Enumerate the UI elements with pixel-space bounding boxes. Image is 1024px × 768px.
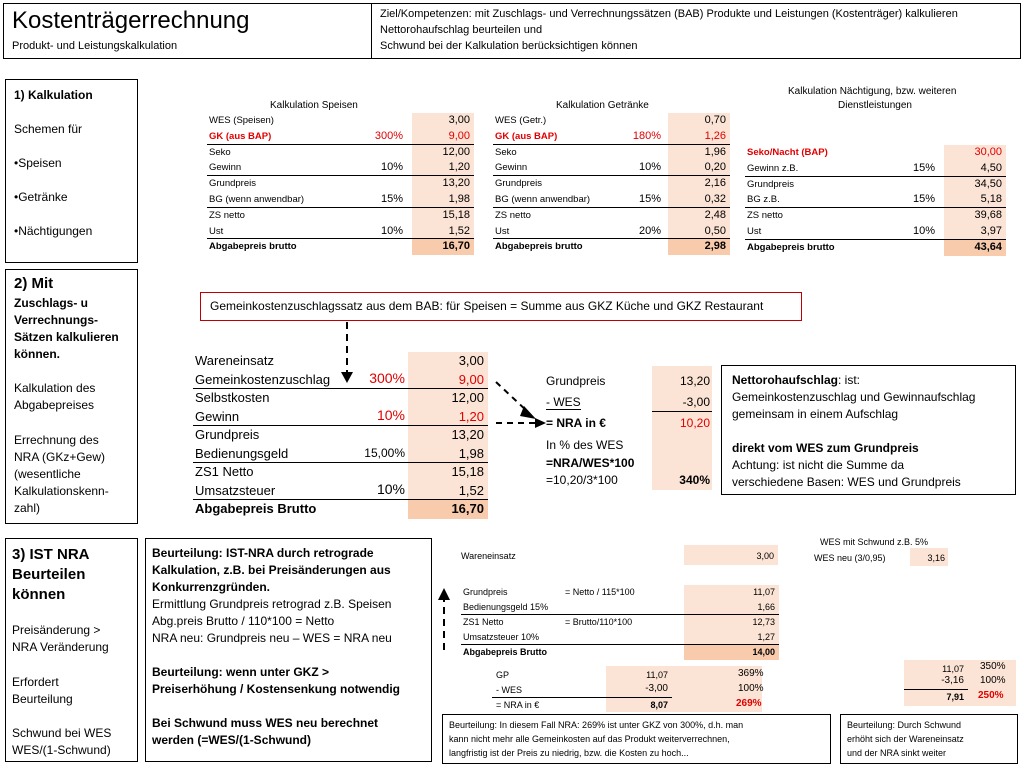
- nra-eur-value: 10,20: [679, 416, 710, 430]
- row-label: Grundpreis: [495, 178, 542, 190]
- row-label: Seko: [495, 146, 517, 158]
- section-2-title-3: Verrechnungs-: [14, 313, 99, 327]
- retro-wes-value: 3,00: [756, 551, 774, 561]
- retro-gp-pct: 369%: [738, 668, 764, 679]
- table-row: [193, 426, 493, 445]
- getraenke-table-title: Kalkulation Getränke: [556, 100, 649, 111]
- row-label: Bedienungsgeld 15%: [463, 602, 549, 612]
- row-label: WES (Getr.): [495, 115, 547, 126]
- section-2-title-1: [14, 275, 53, 292]
- row-percent: 15%: [380, 193, 403, 205]
- table-row: [745, 224, 1006, 240]
- nra-def-line-6: verschiedene Basen: WES und Grundpreis: [732, 475, 961, 489]
- table-row: [207, 208, 474, 224]
- row-value: 1,27: [757, 632, 775, 642]
- row-value: 3,97: [980, 225, 1002, 237]
- row-label: Wareneinsatz: [195, 353, 274, 368]
- nra-wes-label: - WES: [546, 395, 581, 409]
- row-value: 1,52: [448, 224, 470, 237]
- row-percent: 15%: [912, 161, 935, 174]
- row-percent: 20%: [638, 224, 661, 237]
- table-row: [493, 192, 730, 208]
- retro-wes-m-value: -3,00: [645, 683, 668, 694]
- row-percent: 10%: [912, 225, 935, 237]
- row-label: BG (wenn anwendbar): [495, 194, 591, 205]
- beurteilung-line-5: Abg.preis Brutto / 110*100 = Netto: [152, 614, 335, 628]
- retro-wes-m-label: - WES: [496, 685, 522, 695]
- row-percent: 10%: [376, 406, 405, 423]
- table-row: [461, 630, 779, 645]
- section-2-title-number: 2) Mit: [14, 275, 54, 292]
- row-value: 43,64: [974, 240, 1002, 253]
- row-label: BG z.B.: [747, 194, 780, 206]
- row-percent: 180%: [632, 129, 661, 142]
- big-calc-table: [193, 352, 493, 519]
- row-label: Selbstkosten: [195, 390, 270, 405]
- section-3-title-3: können: [12, 586, 66, 603]
- section-1-item-speisen: •Speisen: [14, 156, 62, 170]
- table-row: [207, 239, 474, 255]
- row-value: 1,52: [458, 482, 484, 498]
- row-value: 2,16: [704, 177, 726, 190]
- page-title: Kostenträgerrechnung: [12, 7, 250, 34]
- note-mid-line-1: Beurteilung: In diesem Fall NRA: 269% ist unter GKZ von 300%, d.h. man: [449, 720, 744, 730]
- table-row: [207, 192, 474, 208]
- beurteilung-line-1: Beurteilung: IST-NRA durch retrograde: [152, 546, 374, 560]
- row-label: Gewinn z.B.: [747, 162, 799, 174]
- row-value: 5,18: [980, 193, 1002, 206]
- row-value: 13,20: [451, 427, 484, 442]
- row-value: 4,50: [980, 161, 1002, 174]
- table-row: [207, 145, 474, 161]
- row-percent: 10%: [380, 161, 403, 174]
- row-label: Abgabepreis Brutto: [463, 647, 548, 657]
- note-right-line-1: Beurteilung: Durch Schwund: [847, 720, 962, 730]
- row-value: 12,00: [442, 145, 470, 158]
- nra-pct-value: 340%: [679, 473, 710, 487]
- page-subtitle: Produkt- und Leistungskalkulation: [12, 40, 178, 52]
- table-row: [193, 445, 493, 464]
- row-value: 39,68: [974, 209, 1002, 222]
- table-row: [493, 113, 730, 129]
- section-2-title-5: können.: [14, 347, 61, 361]
- beurteilung-line-3: Konkurrenzgründen.: [152, 580, 271, 594]
- speisen-table-title: Kalkulation Speisen: [270, 100, 358, 111]
- row-value: 1,20: [448, 161, 470, 174]
- schwund-nra-pct: 250%: [978, 690, 1004, 701]
- row-label: WES (Speisen): [209, 115, 274, 126]
- section-1-item-naechtigungen: •Nächtigungen: [14, 224, 93, 238]
- table-row: [193, 389, 493, 408]
- schwund-gp-pct: 350%: [980, 661, 1006, 672]
- table-row: [493, 129, 730, 145]
- note-mid-line-3: langfristig ist der Preis zu niedrig, bzw. die Kosten zu hoch...: [449, 748, 689, 758]
- row-label: Gewinn: [195, 408, 240, 424]
- table-row: [461, 585, 779, 600]
- table-row: [745, 240, 1006, 256]
- nra-pct-label-2: =NRA/WES*100: [546, 456, 635, 470]
- row-label: GK (aus BAP): [209, 130, 272, 142]
- beurteilung-line-10: werden (=WES/(1-Schwund): [152, 733, 312, 747]
- nra-pct-label-1: In % des WES: [546, 438, 624, 452]
- table-row: [461, 615, 779, 630]
- beurteilung-line-2: Kalkulation, z.B. bei Preisänderungen aus: [152, 563, 391, 577]
- retro-nra-pct: 269%: [736, 698, 762, 709]
- retro-gp-value: 11,07: [646, 670, 668, 680]
- row-label: Seko: [209, 146, 231, 158]
- table-row: [493, 160, 730, 176]
- row-value: 11,07: [753, 587, 775, 597]
- section-2-text-2: Abgabepreises: [14, 398, 95, 412]
- row-percent: 10%: [376, 480, 405, 497]
- row-label: Gemeinkostenzuschlag: [195, 371, 331, 387]
- note-right-line-2: erhöht sich der Wareneinsatz: [847, 734, 964, 744]
- row-percent: 10%: [380, 224, 403, 237]
- row-label: Umsatzsteuer 10%: [463, 632, 540, 642]
- row-label: GK (aus BAP): [495, 130, 558, 142]
- section-1-line: Schemen für: [14, 122, 83, 136]
- row-percent: 15%: [912, 193, 935, 206]
- row-formula: = Netto / 115*100: [565, 587, 635, 597]
- row-value: 1,20: [458, 408, 484, 424]
- nra-grundpreis-value: 13,20: [679, 374, 710, 388]
- section-3-text-1: Preisänderung >: [12, 623, 101, 637]
- section-3-text-4: Beurteilung: [12, 692, 73, 706]
- speisen-table: [207, 113, 474, 255]
- section-2-text-6: Kalkulationskenn-: [14, 484, 109, 498]
- row-value: 9,00: [458, 371, 484, 387]
- row-label: ZS netto: [747, 210, 783, 222]
- section-3-title-2: Beurteilen: [12, 566, 86, 583]
- row-value: 16,70: [451, 501, 484, 516]
- row-value: 0,20: [704, 161, 726, 174]
- schwund-nra-value: 7,91: [946, 692, 964, 702]
- row-label: ZS1 Netto: [463, 617, 504, 627]
- arrow-diag-head: [520, 406, 536, 419]
- row-label: Ust: [495, 225, 510, 237]
- row-value: 3,00: [458, 353, 484, 368]
- row-value: 1,26: [704, 129, 726, 142]
- table-row: [207, 160, 474, 176]
- row-value: 34,50: [974, 177, 1002, 190]
- row-value: 1,66: [757, 602, 775, 612]
- beurteilung-line-8: Preiserhöhung / Kostensenkung notwendig: [152, 682, 401, 696]
- section-2-text-5: (wesentliche: [14, 467, 81, 481]
- table-row: [193, 500, 493, 519]
- table-row: [193, 352, 493, 371]
- row-value: 16,70: [442, 240, 470, 253]
- row-value: 14,00: [752, 647, 775, 657]
- table-row: [493, 176, 730, 192]
- table-row: [207, 176, 474, 192]
- naechtigung-table: [745, 145, 1006, 256]
- row-value: 0,32: [704, 193, 726, 205]
- row-value: 1,96: [704, 145, 726, 158]
- table-row: [493, 208, 730, 224]
- nra-def-line-3: gemeinsam in einem Aufschlag: [732, 407, 899, 421]
- nra-def-line-5: Achtung: ist nicht die Summe da: [732, 458, 905, 472]
- row-percent: 10%: [638, 161, 661, 174]
- table-row: [207, 129, 474, 145]
- row-label: Grundpreis: [209, 178, 256, 190]
- row-value: 15,18: [451, 464, 484, 479]
- retro-nra-value: 8,07: [650, 700, 668, 710]
- section-3-text-3: Erfordert: [12, 675, 59, 689]
- table-row: [745, 208, 1006, 224]
- table-row: [461, 645, 779, 660]
- nra-wes-value: -3,00: [682, 395, 710, 409]
- section-2-text-3: Errechnung des: [14, 433, 99, 447]
- schwund-wes-pct: 100%: [980, 675, 1006, 686]
- beurteilung-line-7: Beurteilung: wenn unter GKZ >: [152, 665, 330, 679]
- retro-nra-line: [492, 697, 672, 698]
- retro-table: [461, 585, 779, 660]
- section-2-text-4: NRA (GKz+Gew): [14, 450, 106, 464]
- row-value: 12,00: [451, 390, 484, 405]
- row-value: 9,00: [448, 129, 470, 142]
- row-percent: 15,00%: [364, 445, 405, 460]
- nra-eur-label: = NRA in €: [546, 416, 606, 430]
- nra-def-colon: : ist:: [838, 373, 861, 387]
- section-2-text-1: Kalkulation des: [14, 381, 96, 395]
- row-label: Ust: [209, 225, 224, 237]
- table-row: [193, 371, 493, 390]
- section-1-item-getraenke: •Getränke: [14, 190, 68, 204]
- section-1-title: 1) Kalkulation: [14, 88, 93, 102]
- row-label: Gewinn: [209, 162, 242, 174]
- naechtigung-table-title-2: Dienstleistungen: [838, 100, 912, 111]
- table-row: [193, 463, 493, 482]
- row-value: 2,98: [704, 240, 726, 253]
- row-value: 13,20: [442, 177, 470, 190]
- retro-wes-m-pct: 100%: [738, 683, 764, 694]
- row-label: Grundpreis: [463, 587, 508, 597]
- table-row: [207, 113, 474, 129]
- row-percent: 300%: [374, 129, 403, 142]
- row-label: Grundpreis: [747, 178, 794, 190]
- table-row: [493, 224, 730, 240]
- nra-def-term: Nettorohaufschlag: [732, 373, 839, 387]
- row-value: 0,70: [704, 114, 726, 126]
- section-2-title-4: Sätzen kalkulieren: [14, 330, 119, 344]
- row-label: Seko/Nacht (BAP): [747, 147, 828, 158]
- retro-nra-block: [492, 666, 782, 712]
- getraenke-table: [493, 113, 730, 255]
- gkz-note-text: Gemeinkostenzuschlagssatz aus dem BAB: für Speisen = Summe aus GKZ Küche und GKZ Restaurant: [210, 299, 764, 313]
- section-3-title-1: 3) IST NRA: [12, 546, 90, 563]
- section-3-text-2: NRA Veränderung: [12, 640, 109, 654]
- goals-line-1: Ziel/Kompetenzen: mit Zuschlags- und Verrechnungssätzen (BAB) Produkte und Leistungen (Kostenträger) kalkulieren: [380, 8, 958, 20]
- note-mid-line-2: kann nicht mehr alle Gemeinkosten auf das Produkt weiterverrechnen,: [449, 734, 730, 744]
- row-label: ZS1 Netto: [195, 464, 254, 479]
- row-label: BG (wenn anwendbar): [209, 194, 305, 205]
- retro-nra-label: = NRA in €: [496, 700, 540, 710]
- section-2-text-7: zahl): [14, 501, 41, 515]
- nra-grundpreis-label: Grundpreis: [546, 374, 606, 388]
- note-right-line-3: und der NRA sinkt weiter: [847, 748, 947, 758]
- nra-def-line-4: direkt vom WES zum Grundpreis: [732, 441, 919, 455]
- schwund-gp-value: 11,07: [942, 664, 964, 674]
- table-row: [745, 161, 1006, 177]
- row-label: Abgabepreis brutto: [747, 241, 835, 253]
- nra-def-line-1: [732, 373, 860, 387]
- row-value: 2,48: [704, 208, 726, 221]
- schwund-value: 3,16: [927, 553, 945, 563]
- schwund-title: WES mit Schwund z.B. 5%: [820, 537, 929, 547]
- naechtigung-table-title-1: Kalkulation Nächtigung, bzw. weiteren: [788, 86, 957, 97]
- row-label: ZS netto: [495, 209, 531, 221]
- table-row: [493, 145, 730, 161]
- row-value: 1,98: [458, 445, 484, 461]
- row-value: 1,98: [448, 193, 470, 205]
- table-row: [207, 224, 474, 240]
- row-value: 30,00: [974, 146, 1002, 158]
- beurteilung-line-6: NRA neu: Grundpreis neu – WES = NRA neu: [152, 631, 392, 645]
- row-value: 3,00: [448, 114, 470, 126]
- table-row: [461, 600, 779, 615]
- nra-def-line-2: Gemeinkostenzuschlag und Gewinnaufschlag: [732, 390, 976, 404]
- row-label: ZS netto: [209, 209, 245, 221]
- row-label: Abgabepreis brutto: [495, 241, 583, 253]
- retro-wes-label: Wareneinsatz: [461, 551, 516, 561]
- row-label: Grundpreis: [195, 427, 260, 442]
- row-label: Abgabepreis Brutto: [195, 501, 317, 516]
- row-value: 0,50: [704, 224, 726, 237]
- schwund-wes-value: -3,16: [941, 675, 964, 686]
- table-row: [745, 177, 1006, 193]
- row-value: 15,18: [442, 208, 470, 221]
- goals-line-3: Schwund bei der Kalkulation berücksichtigen können: [380, 40, 638, 52]
- schwund-nra-line: [904, 689, 968, 690]
- row-label: Abgabepreis brutto: [209, 241, 297, 253]
- retro-gp-label: GP: [496, 670, 510, 680]
- table-row: [493, 239, 730, 255]
- arrow-diag-dashed: [496, 382, 528, 412]
- row-label: Umsatzsteuer: [195, 482, 276, 498]
- row-label: Ust: [747, 226, 762, 237]
- section-2-title-2: Zuschlags- u: [14, 296, 89, 310]
- row-formula: = Brutto/110*100: [565, 617, 633, 627]
- goals-line-2: Nettorohaufschlag beurteilen und: [380, 24, 543, 36]
- row-value: 12,73: [752, 617, 775, 627]
- beurteilung-line-4: Ermittlung Grundpreis retrograd z.B. Speisen: [152, 597, 392, 611]
- row-percent: 15%: [638, 193, 661, 205]
- arrow-right-head: [535, 418, 546, 428]
- nra-sum-line: [652, 411, 712, 412]
- row-label: Gewinn: [495, 162, 528, 174]
- arrow-up-head: [438, 588, 450, 600]
- row-percent: 300%: [369, 369, 405, 386]
- row-label: Bedienungsgeld: [195, 445, 289, 461]
- table-row: [745, 192, 1006, 208]
- table-row: [193, 408, 493, 427]
- beurteilung-line-9: Bei Schwund muss WES neu berechnet: [152, 716, 379, 730]
- table-row: [745, 145, 1006, 161]
- nra-pct-label-3: =10,20/3*100: [546, 473, 618, 487]
- section-3-text-5: Schwund bei WES: [12, 726, 112, 740]
- schwund-label: WES neu (3/0,95): [814, 553, 886, 563]
- table-row: [193, 482, 493, 501]
- section-3-text-6: WES/(1-Schwund): [12, 743, 111, 757]
